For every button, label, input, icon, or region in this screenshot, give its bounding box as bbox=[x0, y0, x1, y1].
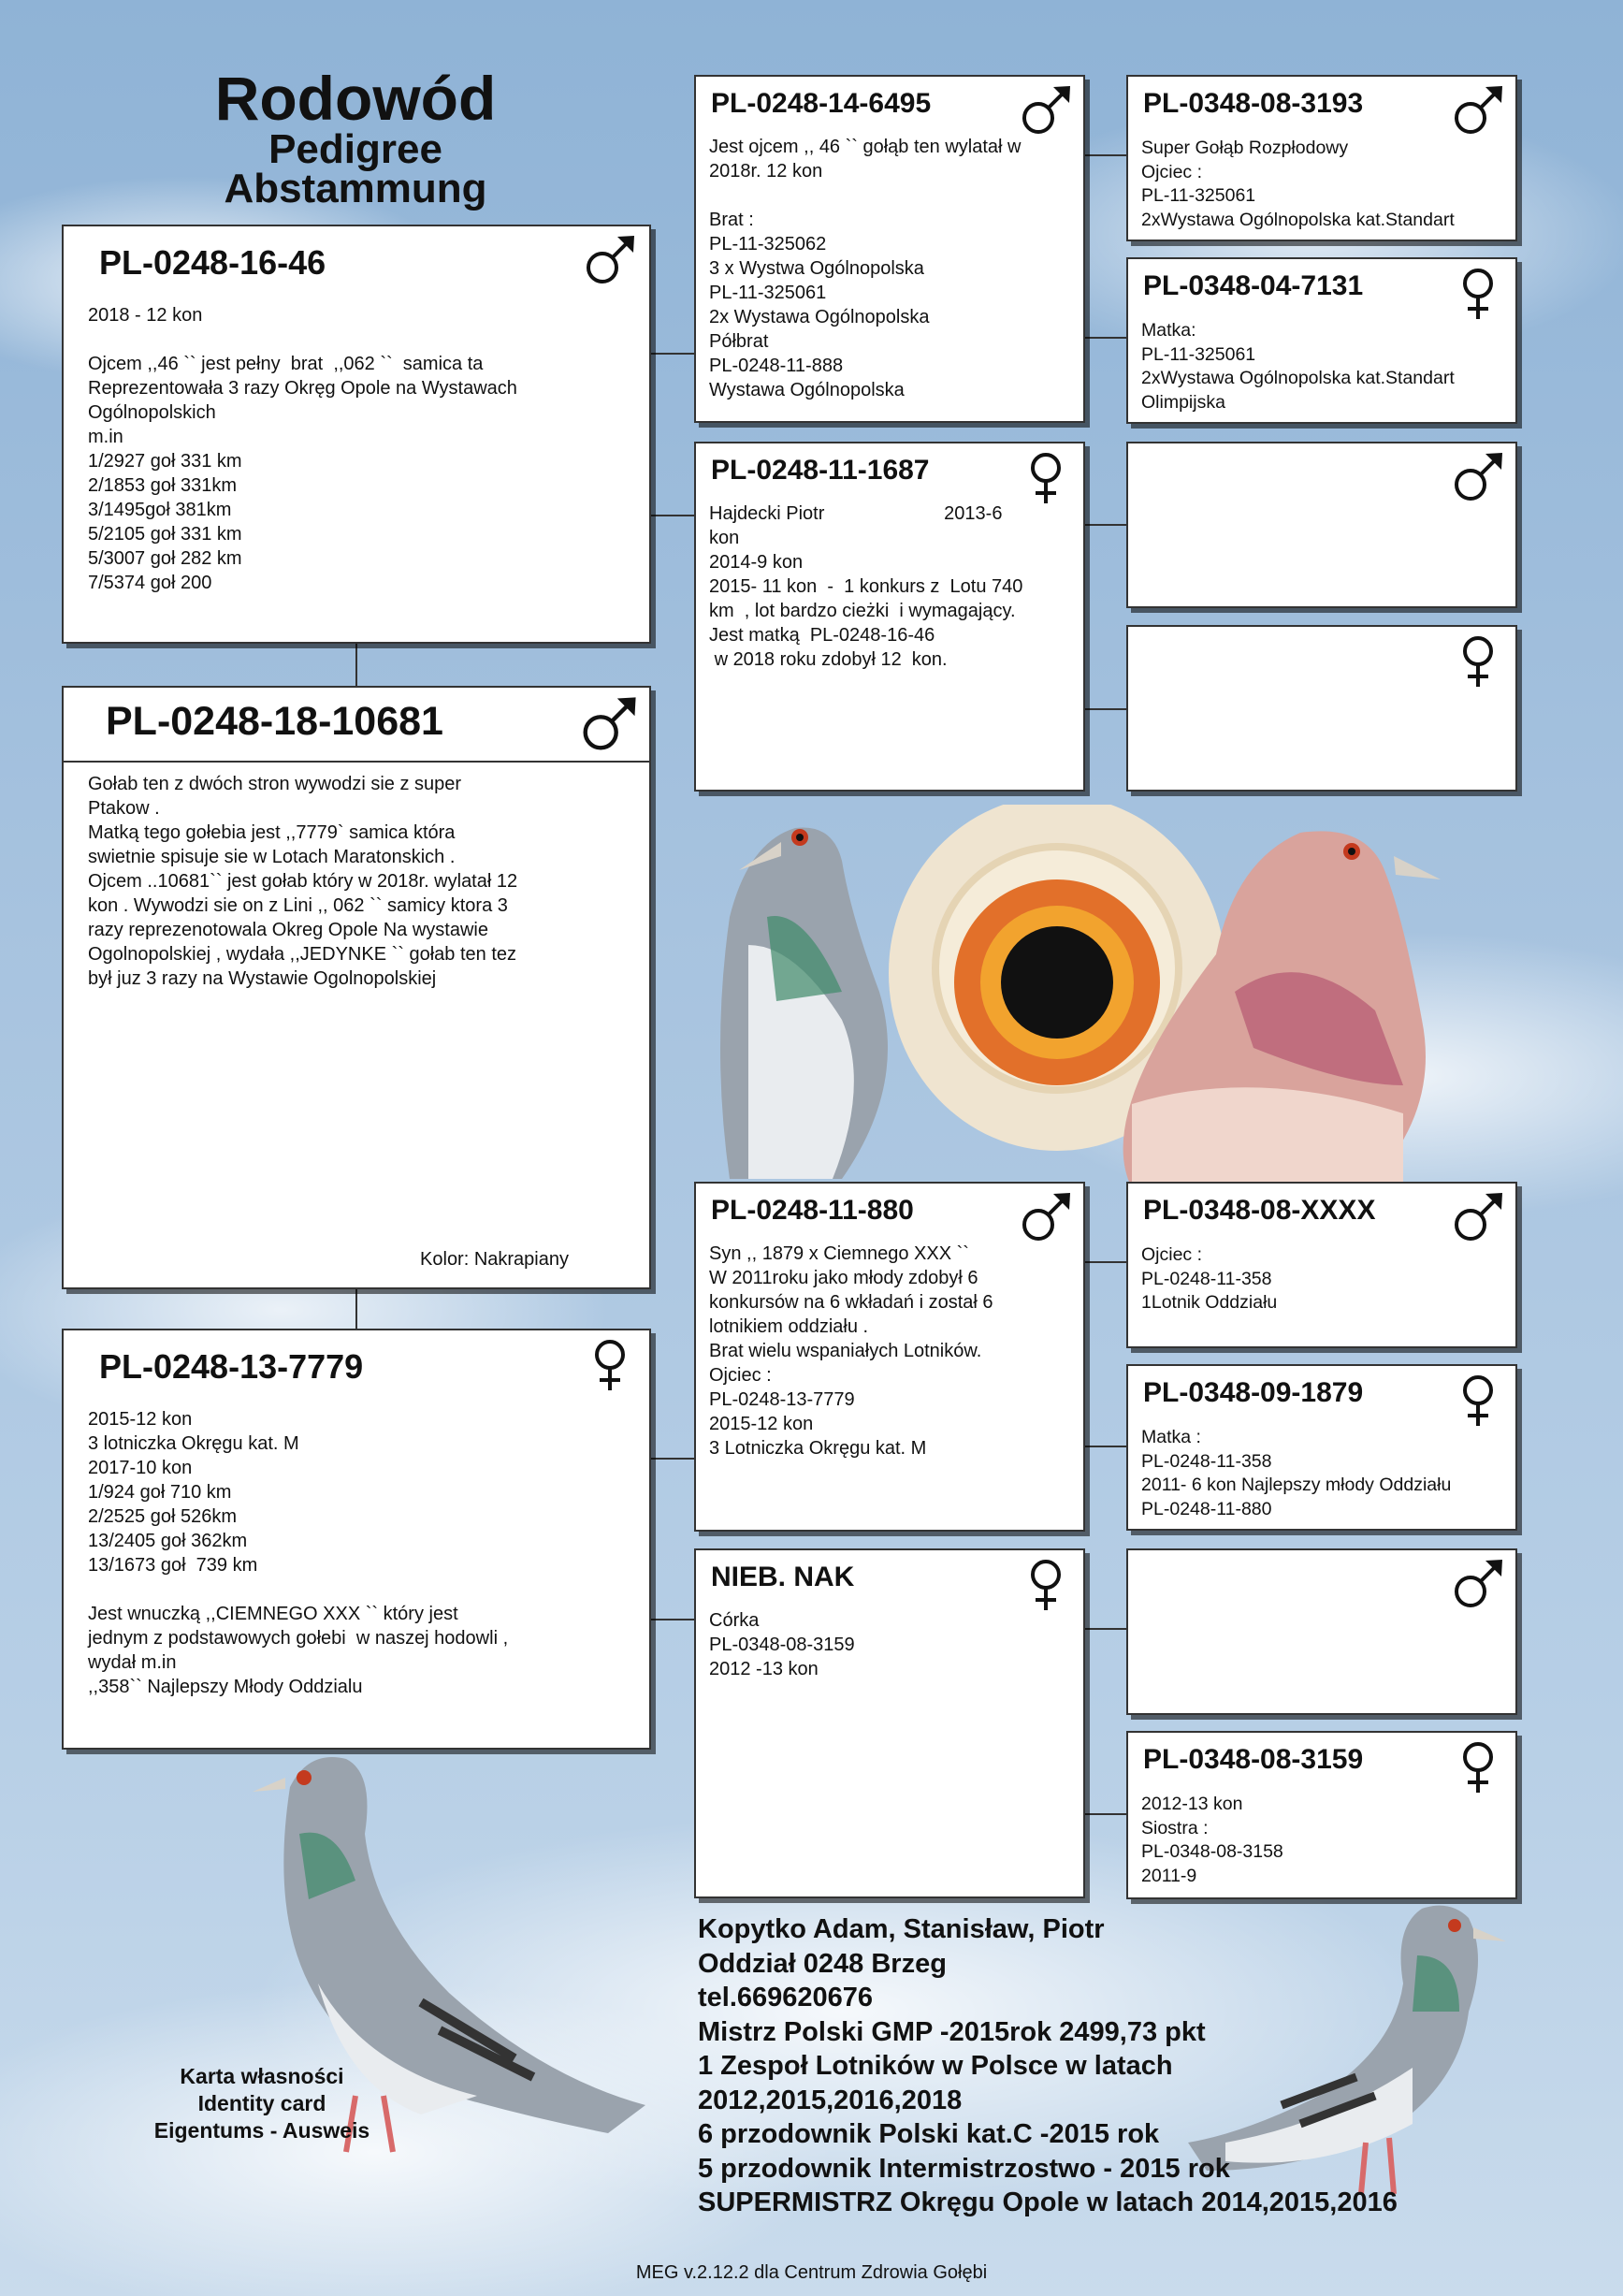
paternal-grandfather-description: Jest ojcem ,, 46 `` gołąb ten wylatał w 2018r. 12 kon Brat : PL-11-325062 3 x Wystwa Ogólnopolska PL-11-325061 2x Wystawa Ogólnopolska Półbrat PL-0248-11-888 Wystawa Ogólnopolska bbox=[709, 137, 1022, 400]
paternal-grandmother-ring: PL-0248-11-1687 bbox=[711, 455, 930, 486]
maternal-grandmother-description: Córka PL-0348-08-3159 2012 -13 kon bbox=[709, 1610, 855, 1679]
connector-line bbox=[1083, 1813, 1128, 1815]
owner-line: 2012,2015,2016,2018 bbox=[698, 2085, 963, 2115]
gg1-description: Super Gołąb Rozpłodowy Ojciec : PL-11-325061 2xWystawa Ogólnopolska kat.Standart bbox=[1141, 138, 1455, 230]
maternal-grandfather-ring: PL-0248-11-880 bbox=[711, 1195, 914, 1226]
gg3-card bbox=[1126, 442, 1517, 608]
connector-line bbox=[649, 353, 696, 355]
male-icon bbox=[578, 693, 640, 755]
main-bird-divider bbox=[64, 761, 649, 763]
footer-credit: MEG v.2.12.2 dla Centrum Zdrowia Gołębi bbox=[635, 2262, 988, 2283]
connector-line bbox=[1083, 708, 1128, 710]
connector-line bbox=[1083, 337, 1128, 339]
connector-line bbox=[355, 641, 357, 686]
gg5-card bbox=[1126, 1182, 1517, 1348]
main-bird-ring: PL-0248-18-10681 bbox=[106, 699, 443, 744]
mother-ring: PL-0248-13-7779 bbox=[99, 1347, 364, 1386]
female-icon bbox=[1018, 1556, 1074, 1612]
male-icon bbox=[1450, 1189, 1506, 1245]
gg6-description: Matka : PL-0248-11-358 2011- 6 kon Najlepszy młody Oddziału PL-0248-11-880 bbox=[1141, 1427, 1452, 1519]
female-icon bbox=[1450, 265, 1506, 321]
pigeon-pair-illustration bbox=[692, 805, 1515, 1198]
maternal-grandfather-card bbox=[694, 1182, 1085, 1532]
gg1-ring: PL-0348-08-3193 bbox=[1143, 88, 1364, 119]
identity-card-line: Identity card bbox=[197, 2091, 326, 2115]
owner-line: 6 przodownik Polski kat.C -2015 rok bbox=[698, 2119, 1160, 2149]
female-icon bbox=[1450, 632, 1506, 689]
male-icon bbox=[1450, 82, 1506, 138]
owner-line: tel.669620676 bbox=[698, 1983, 874, 2013]
maternal-grandmother-card bbox=[694, 1548, 1085, 1898]
connector-line bbox=[1083, 1446, 1128, 1447]
owner-line: Oddział 0248 Brzeg bbox=[698, 1948, 947, 1979]
gg5-description: Ojciec : PL-0248-11-358 1Lotnik Oddziału bbox=[1141, 1244, 1278, 1313]
owner-line: Kopytko Adam, Stanisław, Piotr bbox=[698, 1914, 1105, 1944]
connector-line bbox=[355, 1286, 357, 1331]
female-icon bbox=[582, 1336, 638, 1392]
owner-line: 5 przodownik Intermistrzostwo - 2015 rok bbox=[698, 2153, 1230, 2184]
connector-line bbox=[1083, 1261, 1128, 1263]
connector-line bbox=[649, 1619, 696, 1620]
identity-card-line: Eigentums - Ausweis bbox=[153, 2118, 370, 2143]
owner-line: Mistrz Polski GMP -2015rok 2499,73 pkt bbox=[698, 2016, 1206, 2047]
identity-card-label bbox=[112, 2063, 412, 2144]
connector-line bbox=[649, 515, 696, 516]
gg4-card bbox=[1126, 625, 1517, 792]
gg6-ring: PL-0348-09-1879 bbox=[1143, 1377, 1364, 1408]
connector-line bbox=[1083, 1628, 1128, 1630]
male-icon bbox=[582, 232, 638, 288]
male-icon bbox=[1450, 449, 1506, 505]
gg8-card bbox=[1126, 1731, 1517, 1899]
male-icon bbox=[1018, 82, 1074, 138]
title-rodowod: Rodowód bbox=[214, 64, 497, 133]
paternal-grandmother-description: Hajdecki Piotr 2013-6 kon 2014-9 kon 2015- 11 kon - 1 konkurs z Lotu 740 km , lot bardzo cieżki i wymagający. Jest matką PL-0248-16-46 w 2018 roku zdobył 12 kon. bbox=[709, 503, 1023, 670]
maternal-grandmother-ring: NIEB. NAK bbox=[711, 1562, 855, 1592]
female-icon bbox=[1450, 1738, 1506, 1795]
female-icon bbox=[1018, 449, 1074, 505]
father-card bbox=[62, 225, 651, 644]
identity-card-line: Karta własności bbox=[180, 2064, 344, 2088]
gg8-description: 2012-13 kon Siostra : PL-0348-08-3158 2011-9 bbox=[1141, 1794, 1283, 1886]
father-description: 2018 - 12 kon Ojcem ,,46 `` jest pełny brat ,,062 `` samica ta Reprezentowała 3 razy Okręg Opole na Wystawach Ogólnopolskich m.in 1/2927 goł 331 km 2/1853 goł 331km 3/1495goł 381km 5/2105 goł 331 km 5/3007 goł 282 km 7/5374 goł 200 bbox=[88, 305, 517, 593]
color-label: Kolor: Nakrapiany bbox=[420, 1249, 569, 1270]
paternal-grandfather-ring: PL-0248-14-6495 bbox=[711, 88, 932, 119]
father-ring: PL-0248-16-46 bbox=[99, 243, 326, 282]
main-bird-description: Gołab ten z dwóch stron wywodzi sie z super Ptakow . Matką tego gołebia jest ,,7779` samica która swietnie spisuje sie w Lotach Maratonskich . Ojcem ..10681`` jest gołab który w 2018r. wylatał 12 kon . Wywodzi sie on z Lini ,, 062 `` samicy ktora 3 razy reprezenotowala Okreg Opole Na wystawie Ogolnopolskiej , wydała ,,JEDYNKE `` gołab ten tez był juz 3 razy na Wystawie Ogolnopolskiej bbox=[88, 774, 518, 989]
gg2-description: Matka: PL-11-325061 2xWystawa Ogólnopolska kat.Standart Olimpijska bbox=[1141, 320, 1455, 413]
paternal-grandfather-card bbox=[694, 75, 1085, 423]
gg6-card bbox=[1126, 1364, 1517, 1531]
mother-description: 2015-12 kon 3 lotniczka Okręgu kat. M 2017-10 kon 1/924 goł 710 km 2/2525 goł 526km 13/2405 goł 362km 13/1673 goł 739 km Jest wnuczką ,,CIEMNEGO XXX `` który jest jednym z podstawowych gołebi w naszej hodowli , wydał m.in ,,358`` Najlepszy Młody Oddzialu bbox=[88, 1409, 509, 1697]
owner-line: SUPERMISTRZ Okręgu Opole w latach 2014,2015,2016 bbox=[698, 2187, 1398, 2217]
female-icon bbox=[1450, 1372, 1506, 1428]
gg1-card bbox=[1126, 75, 1517, 241]
title-pedigree: Pedigree bbox=[268, 126, 442, 172]
mother-card bbox=[62, 1329, 651, 1750]
male-icon bbox=[1450, 1556, 1506, 1612]
gg7-card bbox=[1126, 1548, 1517, 1715]
connector-line bbox=[649, 1458, 696, 1460]
male-icon bbox=[1018, 1189, 1074, 1245]
main-bird-card bbox=[62, 686, 651, 1289]
owner-line: 1 Zespoł Lotników w Polsce w latach bbox=[698, 2051, 1173, 2081]
gg2-card bbox=[1126, 257, 1517, 424]
gg2-ring: PL-0348-04-7131 bbox=[1143, 270, 1364, 301]
gg8-ring: PL-0348-08-3159 bbox=[1143, 1744, 1364, 1775]
gg5-ring: PL-0348-08-XXXX bbox=[1143, 1195, 1376, 1226]
title-abstammung: Abstammung bbox=[224, 166, 487, 211]
owner-info bbox=[698, 1912, 1540, 2220]
connector-line bbox=[1083, 524, 1128, 526]
connector-line bbox=[1083, 154, 1128, 156]
paternal-grandmother-card bbox=[694, 442, 1085, 792]
maternal-grandfather-description: Syn ,, 1879 x Ciemnego XXX `` W 2011roku jako młody zdobył 6 konkursów na 6 wkładań i został 6 lotnikiem oddziału . Brat wielu wspaniałych Lotników. Ojciec : PL-0248-13-7779 2015-12 kon 3 Lotniczka Okręgu kat. M bbox=[709, 1243, 993, 1459]
